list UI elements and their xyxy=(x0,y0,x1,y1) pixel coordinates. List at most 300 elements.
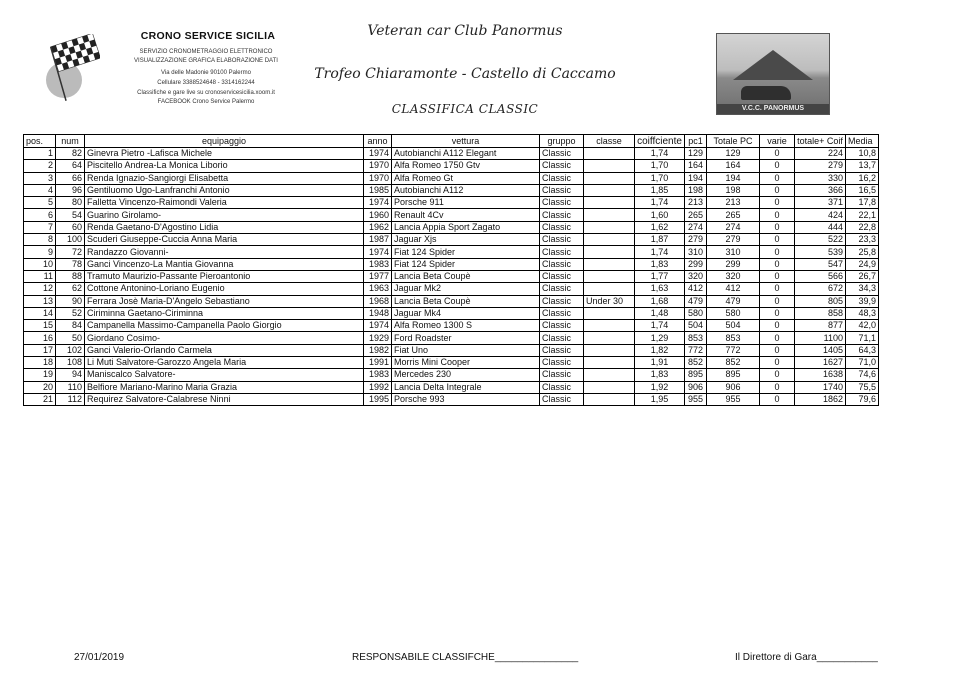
cell-media: 48,3 xyxy=(846,307,879,319)
cell-coefficient: 1,85 xyxy=(635,184,685,196)
cell-total-coef: 858 xyxy=(795,307,846,319)
cell-coefficient: 1,29 xyxy=(635,332,685,344)
cell-media: 22,8 xyxy=(846,221,879,233)
cell-car: Fiat Uno xyxy=(392,344,540,356)
results-table xyxy=(23,134,879,406)
cell-num: 78 xyxy=(56,258,85,270)
cell-total-coef: 330 xyxy=(795,172,846,184)
cell-pos: 1 xyxy=(24,148,56,160)
cell-pc1: 274 xyxy=(685,221,707,233)
organizer-line: SERVIZIO CRONOMETRAGGIO ELETTRONICO xyxy=(139,49,273,55)
cell-total-coef: 424 xyxy=(795,209,846,221)
cell-pc1: 895 xyxy=(685,369,707,381)
cell-media: 16,5 xyxy=(846,184,879,196)
cell-class xyxy=(584,357,635,369)
cell-pos: 13 xyxy=(24,295,56,307)
table-row xyxy=(24,209,879,221)
table-row xyxy=(24,160,879,172)
cell-crew: Maniscalco Salvatore- xyxy=(85,369,364,381)
cell-pc1: 955 xyxy=(685,393,707,405)
cell-group: Classic xyxy=(540,344,584,356)
cell-year: 1995 xyxy=(364,393,392,405)
cell-group: Classic xyxy=(540,221,584,233)
cell-year: 1974 xyxy=(364,246,392,258)
cell-total-pc: 580 xyxy=(707,307,760,319)
cell-car: Alfa Romeo 1300 S xyxy=(392,320,540,332)
cell-year: 1982 xyxy=(364,344,392,356)
cell-media: 79,6 xyxy=(846,393,879,405)
cell-year: 1987 xyxy=(364,234,392,246)
cell-class xyxy=(584,209,635,221)
cell-class xyxy=(584,234,635,246)
cell-total-coef: 877 xyxy=(795,320,846,332)
header-row xyxy=(24,135,879,148)
cell-car: Lancia Delta Integrale xyxy=(392,381,540,393)
cell-class xyxy=(584,160,635,172)
cell-varie: 0 xyxy=(760,283,795,295)
cell-class xyxy=(584,172,635,184)
cell-media: 71,0 xyxy=(846,357,879,369)
cell-car: Jaguar Xjs xyxy=(392,234,540,246)
cell-crew: Requirez Salvatore-Calabrese Ninni xyxy=(85,393,364,405)
cell-class xyxy=(584,369,635,381)
organizer-line: Cellulare 3388524648 - 3314162244 xyxy=(157,80,255,86)
col-header-total-pc: Totale PC xyxy=(707,135,760,148)
organizer-name: CRONO SERVICE SICILIA xyxy=(140,30,276,42)
cell-class: Under 30 xyxy=(584,295,635,307)
cell-group: Classic xyxy=(540,332,584,344)
cell-group: Classic xyxy=(540,172,584,184)
cell-crew: Falletta Vincenzo-Raimondi Valeria xyxy=(85,197,364,209)
club-logo-text: V.C.C. PANORMUS xyxy=(717,104,829,114)
cell-total-pc: 504 xyxy=(707,320,760,332)
cell-pos: 15 xyxy=(24,320,56,332)
cell-year: 1948 xyxy=(364,307,392,319)
col-header-num: num xyxy=(56,135,85,148)
cell-coefficient: 1,74 xyxy=(635,246,685,258)
cell-total-pc: 194 xyxy=(707,172,760,184)
cell-crew: Tramuto Maurizio-Passante Pieroantonio xyxy=(85,270,364,282)
table-row xyxy=(24,172,879,184)
col-header-crew: equipaggio xyxy=(85,135,364,148)
cell-year: 1962 xyxy=(364,221,392,233)
cell-crew: Campanella Massimo-Campanella Paolo Giorgio xyxy=(85,320,364,332)
col-header-year: anno xyxy=(364,135,392,148)
cell-varie: 0 xyxy=(760,258,795,270)
cell-car: Morris Mini Cooper xyxy=(392,357,540,369)
cell-varie: 0 xyxy=(760,344,795,356)
cell-num: 52 xyxy=(56,307,85,319)
cell-num: 80 xyxy=(56,197,85,209)
cell-crew: Li Muti Salvatore-Garozzo Angela Maria xyxy=(85,357,364,369)
cell-crew: Randazzo Giovanni- xyxy=(85,246,364,258)
cell-car: Autobianchi A112 xyxy=(392,184,540,196)
cell-pos: 8 xyxy=(24,234,56,246)
cell-pc1: 853 xyxy=(685,332,707,344)
cell-num: 90 xyxy=(56,295,85,307)
cell-total-pc: 895 xyxy=(707,369,760,381)
cell-pos: 2 xyxy=(24,160,56,172)
cell-class xyxy=(584,270,635,282)
table-row xyxy=(24,344,879,356)
cell-varie: 0 xyxy=(760,381,795,393)
cell-group: Classic xyxy=(540,320,584,332)
cell-varie: 0 xyxy=(760,270,795,282)
cell-media: 64,3 xyxy=(846,344,879,356)
cell-pos: 17 xyxy=(24,344,56,356)
organizer-line: VISUALIZZAZIONE GRAFICA ELABORAZIONE DATI xyxy=(134,58,278,64)
cell-group: Classic xyxy=(540,270,584,282)
cell-num: 84 xyxy=(56,320,85,332)
cell-pc1: 580 xyxy=(685,307,707,319)
cell-crew: Ferrara Josè Maria-D'Angelo Sebastiano xyxy=(85,295,364,307)
cell-group: Classic xyxy=(540,197,584,209)
cell-total-coef: 1405 xyxy=(795,344,846,356)
cell-total-pc: 853 xyxy=(707,332,760,344)
cell-total-coef: 522 xyxy=(795,234,846,246)
cell-year: 1983 xyxy=(364,369,392,381)
cell-pc1: 164 xyxy=(685,160,707,172)
cell-media: 24,9 xyxy=(846,258,879,270)
cell-crew: Scuderi Giuseppe-Cuccia Anna Maria xyxy=(85,234,364,246)
cell-class xyxy=(584,320,635,332)
cell-coefficient: 1,60 xyxy=(635,209,685,221)
cell-varie: 0 xyxy=(760,209,795,221)
cell-car: Fiat 124 Spider xyxy=(392,258,540,270)
cell-varie: 0 xyxy=(760,160,795,172)
cell-class xyxy=(584,197,635,209)
cell-class xyxy=(584,221,635,233)
cell-pos: 19 xyxy=(24,369,56,381)
cell-num: 102 xyxy=(56,344,85,356)
table-row xyxy=(24,320,879,332)
cell-total-pc: 198 xyxy=(707,184,760,196)
cell-class xyxy=(584,381,635,393)
cell-year: 1963 xyxy=(364,283,392,295)
cell-pos: 18 xyxy=(24,357,56,369)
cell-pos: 5 xyxy=(24,197,56,209)
cell-media: 74,6 xyxy=(846,369,879,381)
cell-pc1: 279 xyxy=(685,234,707,246)
cell-car: Fiat 124 Spider xyxy=(392,246,540,258)
cell-coefficient: 1,48 xyxy=(635,307,685,319)
cell-media: 42,0 xyxy=(846,320,879,332)
cell-media: 34,3 xyxy=(846,283,879,295)
cell-group: Classic xyxy=(540,246,584,258)
cell-year: 1992 xyxy=(364,381,392,393)
cell-crew: Ganci Valerio-Orlando Carmela xyxy=(85,344,364,356)
cell-car: Jaguar Mk4 xyxy=(392,307,540,319)
cell-pc1: 906 xyxy=(685,381,707,393)
col-header-pos: pos. xyxy=(24,135,56,148)
cell-media: 71,1 xyxy=(846,332,879,344)
cell-class xyxy=(584,332,635,344)
cell-pc1: 479 xyxy=(685,295,707,307)
cell-coefficient: 1,62 xyxy=(635,221,685,233)
cell-coefficient: 1,74 xyxy=(635,197,685,209)
cell-class xyxy=(584,148,635,160)
cell-media: 13,7 xyxy=(846,160,879,172)
volcano-icon xyxy=(733,50,813,80)
cell-total-coef: 672 xyxy=(795,283,846,295)
event-title: Trofeo Chiaramonte - Castello di Caccamo xyxy=(314,66,616,82)
cell-group: Classic xyxy=(540,209,584,221)
cell-num: 62 xyxy=(56,283,85,295)
cell-crew: Piscitello Andrea-La Monica Liborio xyxy=(85,160,364,172)
cell-pos: 11 xyxy=(24,270,56,282)
col-header-pc1: pc1 xyxy=(685,135,707,148)
cell-pc1: 299 xyxy=(685,258,707,270)
cell-crew: Belfiore Mariano-Marino Maria Grazia xyxy=(85,381,364,393)
cell-total-coef: 1862 xyxy=(795,393,846,405)
cell-total-pc: 279 xyxy=(707,234,760,246)
cell-pos: 10 xyxy=(24,258,56,270)
cell-coefficient: 1,83 xyxy=(635,258,685,270)
cell-pos: 16 xyxy=(24,332,56,344)
cell-car: Ford Roadster xyxy=(392,332,540,344)
cell-num: 66 xyxy=(56,172,85,184)
cell-varie: 0 xyxy=(760,320,795,332)
cell-year: 1974 xyxy=(364,197,392,209)
cell-total-coef: 279 xyxy=(795,160,846,172)
cell-coefficient: 1,74 xyxy=(635,148,685,160)
cell-pc1: 198 xyxy=(685,184,707,196)
cell-varie: 0 xyxy=(760,172,795,184)
cell-media: 75,5 xyxy=(846,381,879,393)
cell-pos: 6 xyxy=(24,209,56,221)
col-header-group: gruppo xyxy=(540,135,584,148)
cell-pc1: 772 xyxy=(685,344,707,356)
cell-total-coef: 1627 xyxy=(795,357,846,369)
cell-num: 112 xyxy=(56,393,85,405)
cell-varie: 0 xyxy=(760,197,795,209)
cell-total-pc: 906 xyxy=(707,381,760,393)
cell-total-coef: 805 xyxy=(795,295,846,307)
cell-varie: 0 xyxy=(760,369,795,381)
footer-direttore: Il Direttore di Gara___________ xyxy=(735,652,878,663)
cell-media: 23,3 xyxy=(846,234,879,246)
table-row xyxy=(24,258,879,270)
cell-car: Autobianchi A112 Elegant xyxy=(392,148,540,160)
cell-crew: Ganci Vincenzo-La Mantia Giovanna xyxy=(85,258,364,270)
cell-car: Mercedes 230 xyxy=(392,369,540,381)
cell-total-coef: 1638 xyxy=(795,369,846,381)
cell-num: 110 xyxy=(56,381,85,393)
cell-total-pc: 479 xyxy=(707,295,760,307)
table-row xyxy=(24,184,879,196)
cell-media: 16,2 xyxy=(846,172,879,184)
cell-car: Lancia Appia Sport Zagato xyxy=(392,221,540,233)
cell-year: 1974 xyxy=(364,320,392,332)
footer-date: 27/01/2019 xyxy=(74,652,125,663)
cell-coefficient: 1,70 xyxy=(635,160,685,172)
table-row xyxy=(24,234,879,246)
cell-crew: Renda Ignazio-Sangiorgi Elisabetta xyxy=(85,172,364,184)
cell-varie: 0 xyxy=(760,148,795,160)
cell-varie: 0 xyxy=(760,295,795,307)
cell-num: 72 xyxy=(56,246,85,258)
cell-group: Classic xyxy=(540,307,584,319)
col-header-coefficient: coiffciente xyxy=(635,135,685,148)
cell-crew: Guarino Girolamo- xyxy=(85,209,364,221)
table-row xyxy=(24,270,879,282)
cell-coefficient: 1,87 xyxy=(635,234,685,246)
cell-pc1: 412 xyxy=(685,283,707,295)
vintage-car-icon xyxy=(741,86,791,100)
cell-pc1: 310 xyxy=(685,246,707,258)
cell-total-coef: 444 xyxy=(795,221,846,233)
cell-year: 1960 xyxy=(364,209,392,221)
cell-car: Jaguar Mk2 xyxy=(392,283,540,295)
cell-crew: Giordano Cosimo- xyxy=(85,332,364,344)
cell-varie: 0 xyxy=(760,184,795,196)
cell-pc1: 213 xyxy=(685,197,707,209)
table-row xyxy=(24,295,879,307)
cell-coefficient: 1,82 xyxy=(635,344,685,356)
cell-total-pc: 955 xyxy=(707,393,760,405)
cell-varie: 0 xyxy=(760,332,795,344)
cell-group: Classic xyxy=(540,234,584,246)
cell-car: Alfa Romeo Gt xyxy=(392,172,540,184)
cell-class xyxy=(584,393,635,405)
table-row xyxy=(24,357,879,369)
cell-crew: Cottone Antonino-Loriano Eugenio xyxy=(85,283,364,295)
cell-pos: 20 xyxy=(24,381,56,393)
table-row xyxy=(24,393,879,405)
cell-total-coef: 1740 xyxy=(795,381,846,393)
table-row xyxy=(24,197,879,209)
cell-num: 50 xyxy=(56,332,85,344)
cell-total-coef: 224 xyxy=(795,148,846,160)
cell-varie: 0 xyxy=(760,221,795,233)
cell-media: 10,8 xyxy=(846,148,879,160)
cell-coefficient: 1,83 xyxy=(635,369,685,381)
cell-media: 17,8 xyxy=(846,197,879,209)
table-row xyxy=(24,246,879,258)
cell-coefficient: 1,77 xyxy=(635,270,685,282)
cell-num: 54 xyxy=(56,209,85,221)
cell-num: 88 xyxy=(56,270,85,282)
cell-media: 39,9 xyxy=(846,295,879,307)
cell-car: Alfa Romeo 1750 Gtv xyxy=(392,160,540,172)
cell-num: 64 xyxy=(56,160,85,172)
cell-group: Classic xyxy=(540,381,584,393)
cell-group: Classic xyxy=(540,357,584,369)
cell-pos: 14 xyxy=(24,307,56,319)
cell-group: Classic xyxy=(540,283,584,295)
cell-year: 1983 xyxy=(364,258,392,270)
cell-year: 1970 xyxy=(364,160,392,172)
cell-year: 1929 xyxy=(364,332,392,344)
cell-group: Classic xyxy=(540,258,584,270)
cell-coefficient: 1,70 xyxy=(635,172,685,184)
table-row xyxy=(24,283,879,295)
cell-group: Classic xyxy=(540,393,584,405)
cell-total-coef: 547 xyxy=(795,258,846,270)
col-header-class: classe xyxy=(584,135,635,148)
cell-varie: 0 xyxy=(760,234,795,246)
cell-varie: 0 xyxy=(760,307,795,319)
cell-car: Porsche 911 xyxy=(392,197,540,209)
cell-pos: 9 xyxy=(24,246,56,258)
cell-year: 1977 xyxy=(364,270,392,282)
table-row xyxy=(24,381,879,393)
cell-pc1: 265 xyxy=(685,209,707,221)
cell-total-pc: 320 xyxy=(707,270,760,282)
col-header-total-coef: totale+ Coif xyxy=(795,135,846,148)
cell-year: 1991 xyxy=(364,357,392,369)
cell-total-pc: 213 xyxy=(707,197,760,209)
cell-total-coef: 371 xyxy=(795,197,846,209)
cell-pc1: 852 xyxy=(685,357,707,369)
cell-total-pc: 299 xyxy=(707,258,760,270)
cell-coefficient: 1,91 xyxy=(635,357,685,369)
cell-pc1: 194 xyxy=(685,172,707,184)
cell-group: Classic xyxy=(540,160,584,172)
cell-total-coef: 539 xyxy=(795,246,846,258)
cell-num: 96 xyxy=(56,184,85,196)
cell-coefficient: 1,74 xyxy=(635,320,685,332)
club-title: Veteran car Club Panormus xyxy=(367,23,563,39)
cell-class xyxy=(584,307,635,319)
cell-media: 25,8 xyxy=(846,246,879,258)
cell-total-pc: 852 xyxy=(707,357,760,369)
cell-coefficient: 1,95 xyxy=(635,393,685,405)
cell-media: 26,7 xyxy=(846,270,879,282)
cell-crew: Renda Gaetano-D'Agostino Lidia xyxy=(85,221,364,233)
cell-pc1: 320 xyxy=(685,270,707,282)
cell-year: 1970 xyxy=(364,172,392,184)
cell-crew: Ginevra Pietro -Lafisca Michele xyxy=(85,148,364,160)
cell-pc1: 504 xyxy=(685,320,707,332)
cell-total-pc: 310 xyxy=(707,246,760,258)
footer-responsabile: RESPONSABILE CLASSIFCHE_______________ xyxy=(352,652,579,663)
cell-car: Renault 4Cv xyxy=(392,209,540,221)
cell-class xyxy=(584,283,635,295)
cell-pos: 4 xyxy=(24,184,56,196)
table-row xyxy=(24,221,879,233)
cell-group: Classic xyxy=(540,184,584,196)
table-row xyxy=(24,307,879,319)
organizer-line: FACEBOOK Crono Service Palermo xyxy=(157,99,255,105)
cell-pos: 21 xyxy=(24,393,56,405)
cell-num: 60 xyxy=(56,221,85,233)
cell-total-coef: 566 xyxy=(795,270,846,282)
cell-car: Lancia Beta Coupè xyxy=(392,270,540,282)
cell-num: 108 xyxy=(56,357,85,369)
cell-num: 94 xyxy=(56,369,85,381)
cell-total-coef: 1100 xyxy=(795,332,846,344)
cell-group: Classic xyxy=(540,369,584,381)
cell-total-pc: 412 xyxy=(707,283,760,295)
col-header-car: vettura xyxy=(392,135,540,148)
cell-class xyxy=(584,344,635,356)
cell-coefficient: 1,68 xyxy=(635,295,685,307)
table-row xyxy=(24,369,879,381)
cell-varie: 0 xyxy=(760,393,795,405)
cell-pos: 12 xyxy=(24,283,56,295)
cell-group: Classic xyxy=(540,148,584,160)
cell-total-pc: 772 xyxy=(707,344,760,356)
col-header-media: Media xyxy=(846,135,879,148)
cell-group: Classic xyxy=(540,295,584,307)
cell-num: 100 xyxy=(56,234,85,246)
cell-varie: 0 xyxy=(760,246,795,258)
cell-crew: Ciriminna Gaetano-Ciriminna xyxy=(85,307,364,319)
cell-class xyxy=(584,184,635,196)
cell-year: 1985 xyxy=(364,184,392,196)
club-logo xyxy=(716,33,830,115)
